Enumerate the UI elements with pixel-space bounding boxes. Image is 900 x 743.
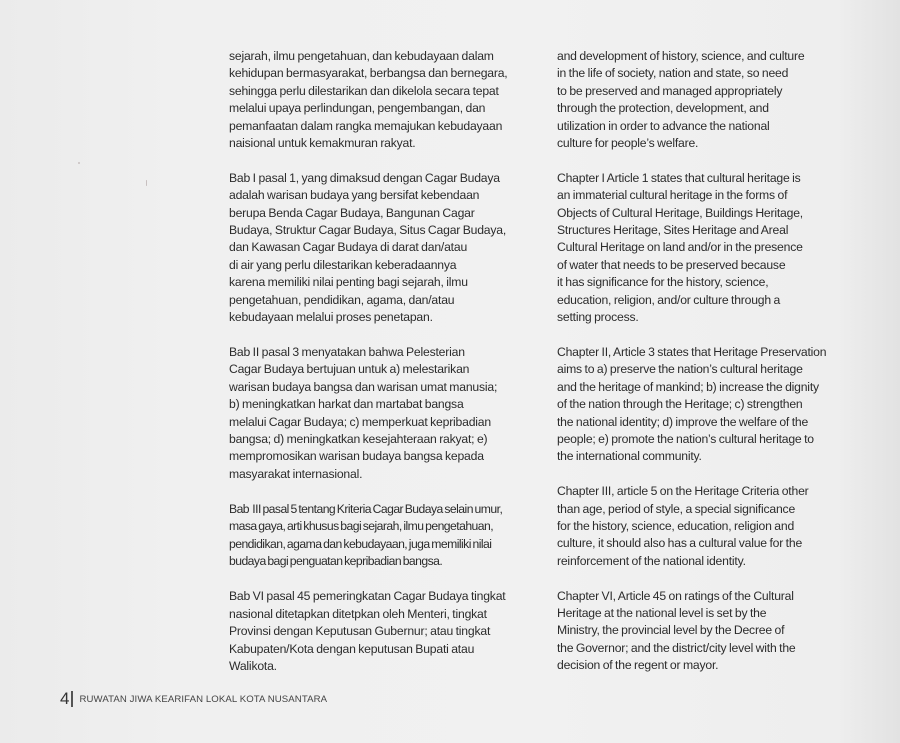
- paragraph-chapter-6-article-45: Chapter VI, Article 45 on ratings of the Cultural Heritage at the national level is set by the Ministry, the provincial level by the Decree of the Governor; and the district/city level with the decision of the regent or mayor.: [557, 588, 796, 673]
- paper-speck: [78, 162, 80, 164]
- paragraph-bab-2-pasal-3: Bab II pasal 3 menyatakan bahwa Pelesterian Cagar Budaya bertujuan untuk a) melestarikan warisan budaya bangsa dan warisan umat manusia; b) meningkatkan harkat dan martabat bangsa melalui Cagar Budaya; c) memperkuat kepribadian bangsa; d) meningkatkan kesejahteraan rakyat; e) mempromosikan warisan budaya bangsa kepada masyarakat internasional.: [229, 344, 498, 481]
- indonesian-column: [229, 48, 547, 675]
- page-number: 4: [60, 689, 70, 708]
- paragraph-intro-id: sejarah, ilmu pengetahuan, dan kebudayaan dalam kehidupan bermasyarakat, berbangsa dan bernegara, sehingga perlu dilestarikan dan dikelola secara tepat melalui upaya perlindungan, pengembangan, dan pemanfaatan dalam rangka memajukan kebudayaan naisional untuk kemakmuran rakyat.: [229, 49, 508, 151]
- paragraph-bab-1-pasal-1: Bab I pasal 1, yang dimaksud dengan Cagar Budaya adalah warisan budaya yang bersifat kebendaan berupa Benda Cagar Budaya, Bangunan Cagar Budaya, Struktur Cagar Budaya, Situs Cagar Budaya, dan Kawasan Cagar Budaya di darat dan/atau di air yang perlu dilestarikan keberadaannya karena memiliki nilai penting bagi sejarah, ilmu pengetahuan, pendidikan, agama, dan/atau kebudayaan melalui proses penetapan.: [229, 170, 507, 325]
- paragraph-chapter-2-article-3: Chapter II, Article 3 states that Heritage Preservation aims to a) preserve the nation’s cultural heritage and the heritage of mankind; b) increase the dignity of the nation through the Heritage; c) strengthen the national identity; d) improve the welfare of the people; e) promote the nation’s cultural heritage to the international community.: [557, 344, 827, 464]
- paragraph-chapter-3-article-5: Chapter III, article 5 on the Heritage Criteria other than age, period of style, a special significance for the history, science, education, religion and culture, it should also has a cultural value for the reinforcement of the national identity.: [557, 484, 809, 568]
- paragraph-chapter-1-article-1: Chapter I Article 1 states that cultural heritage is an immaterial cultural heritage in the forms of Objects of Cultural Heritage, Buildings Heritage, Structures Heritage, Sites Heritage and Areal Cultural Heritage on land and/or in the presence of water that needs to be preserved because it has significance for the history, science, education, religion, and/or culture through a setting process.: [557, 170, 803, 325]
- english-column: [557, 48, 877, 675]
- footer-divider: [71, 691, 73, 707]
- paragraph-intro-en: and development of history, science, and culture in the life of society, nation and state, so need to be preserved and managed appropriately through the protection, development, and utilization in order to advance the national culture for people’s welfare.: [557, 49, 805, 151]
- paragraph-bab-3-pasal-5: Bab III pasal 5 tentang Kriteria Cagar Budaya selain umur, masa gaya, arti khusus bagi sejarah, ilmu pengetahuan, pendidikan, agama dan kebudayaan, juga memiliki nilai budaya bagi penguatan kepribadian bangsa.: [229, 501, 503, 569]
- page-footer: [60, 689, 327, 709]
- paper-speck: [146, 180, 147, 186]
- running-title: RUWATAN JIWA KEARIFAN LOKAL KOTA NUSANTARA: [79, 693, 328, 705]
- paragraph-bab-6-pasal-45: Bab VI pasal 45 pemeringkatan Cagar Budaya tingkat nasional ditetapkan ditetpkan oleh Menteri, tingkat Provinsi dengan Keputusan Gubernur; atau tingkat Kabupaten/Kota dengan keputusan Bupati atau Walikota.: [229, 589, 506, 673]
